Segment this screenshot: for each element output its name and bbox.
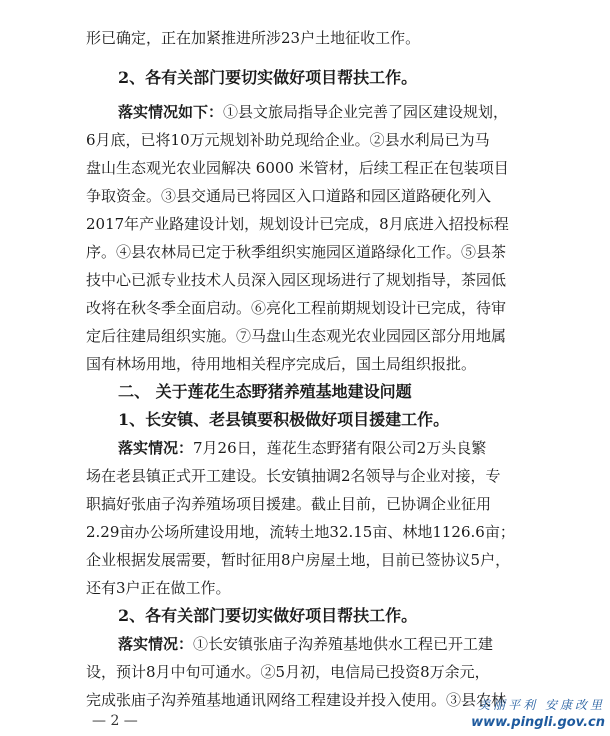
watermark-url: www.pingli.gov.cn [471,715,605,730]
line-text: 完成张庙子沟养殖基地通讯网络工程建设并投入使用。③县农林 [86,691,507,709]
page-number: — 2 — [92,713,138,729]
line-text: 职搞好张庙子沟养殖场项目援建。截止目前，已协调企业征用 [86,495,492,513]
line-text: 盘山生态观光农业园解决 6000 米管材，后续工程正在包装项目 [86,159,509,177]
line-text: ①长安镇张庙子沟养殖基地供水工程已开工建 [193,635,494,653]
section-heading [118,64,600,92]
line-text: 2017年产业路建设计划，规划设计已完成，8月底进入招投标程 [86,215,509,233]
body-line [86,154,600,182]
line-text: 2.29亩办公场所建设用地，流转土地32.15亩、林地1126.6亩； [86,523,515,541]
line-text: 企业根据发展需要，暂时征用8户房屋土地，目前已签协议5户， [86,551,511,569]
body-line [118,434,600,462]
section-heading [118,406,600,434]
line-text: 定后往建局组织实施。⑦马盘山生态观光农业园园区部分用地属 [86,327,507,345]
section-heading [118,602,600,630]
body-line [86,294,600,322]
line-text: 二、 关于莲花生态野猪养殖基地建设问题 [118,382,412,401]
body-line [86,126,600,154]
line-text: 技中心已派专业技术人员深入园区现场进行了规划指导，茶园低 [86,271,507,289]
line-text: ①县文旅局指导企业完善了园区建设规划， [223,103,509,121]
body-line [86,322,600,350]
line-text: 设，预计8月中旬可通水。②5月初，电信局已投资8万余元， [86,663,490,681]
status-label: 落实情况如下： [118,103,224,121]
line-text: 2、各有关部门要切实做好项目帮扶工作。 [118,68,418,87]
line-text: 序。④县农林局已定于秋季组织实施园区道路绿化工作。⑤县茶 [86,243,507,261]
section-heading [118,378,600,406]
line-text: 场在老县镇正式开工建设。长安镇抽调2名领导与企业对接，专 [86,467,501,485]
body-line [86,24,600,52]
body-line [86,490,600,518]
body-line [86,266,600,294]
line-text: 7月26日，莲花生态野猪有限公司2万头良繁 [193,439,487,457]
body-line [86,462,600,490]
body-line [86,182,600,210]
line-text: 6月底，已将10万元规划补助兑现给企业。②县水利局已为马 [86,131,490,149]
body-line [86,546,600,574]
line-text: 2、各有关部门要切实做好项目帮扶工作。 [118,606,418,625]
status-label: 落实情况： [118,635,194,653]
body-line [86,210,600,238]
status-label: 落实情况： [118,439,194,457]
body-line [118,630,600,658]
line-text: 国有林场用地，待用地相关程序完成后，国土局组织报批。 [86,355,477,373]
line-text: 还有3户正在做工作。 [86,579,231,597]
site-watermark [455,696,605,732]
body-line [118,98,600,126]
line-text: 改将在秋冬季全面启动。⑥亮化工程前期规划设计已完成，待审 [86,299,507,317]
body-line [86,574,600,602]
line-text: 争取资金。③县交通局已将园区入口道路和园区道路硬化列入 [86,187,492,205]
line-text: 1、长安镇、老县镇要积极做好项目援建工作。 [118,410,450,429]
body-line [86,350,600,378]
line-text: 形已确定，正在加紧推进所涉23户土地征收工作。 [86,29,421,47]
body-line [86,658,600,686]
body-line [86,238,600,266]
watermark-slogan: 美丽平利 安康改里 [478,698,605,712]
body-line [86,518,600,546]
